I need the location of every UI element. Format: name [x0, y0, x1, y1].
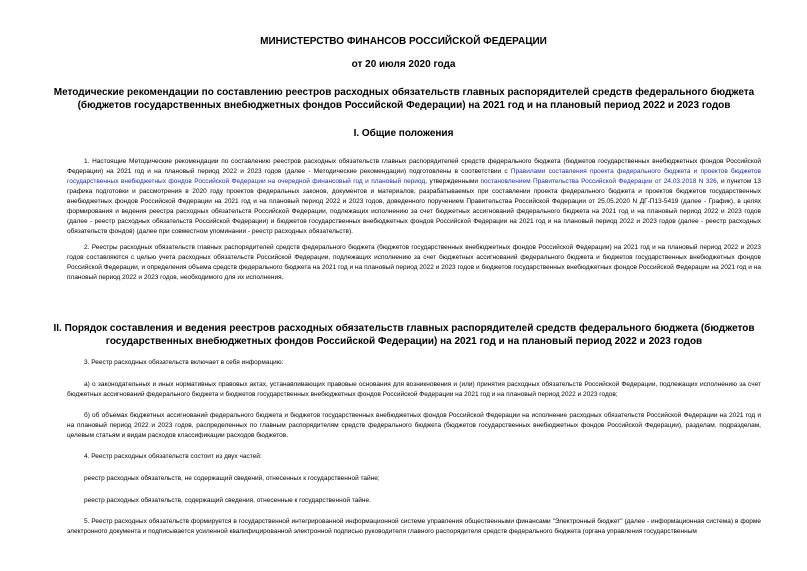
paragraph-1	[67, 157, 761, 237]
paragraph-2: 2. Реестры расходных обязательств главных распорядителей средств федерального бюджета (бюджетов государственных внебюджетных фондов Российской Федерации) на 2021 год и на плановый период 2022 и 2023 годов составляются с целью учета расходных обязательств Российской Федерации, подлежащих исполнению за счет бюджетных ассигнований федерального бюджета и бюджетов государственных внебюджетных фондов Российской Федерации, и определения объема средств федерального бюджета на 2021 год и на плановый период 2022 и 2023 годов и бюджетов государственных внебюджетных фондов Российской Федерации на 2021 год и на плановый период 2022 и 2023 годов, необходимого для их исполнения.	[67, 244, 761, 281]
paragraph-4: 4. Реестр расходных обязательств состоит из двух частей:	[84, 453, 262, 460]
paragraph-1-text-a: 1. Настоящие Методические рекомендации по составлению реестров расходных обязательств главных распорядителей средств федерального бюджета (бюджетов государственных внебюджетных фондов Российской Федерации) на 2021 год и на плановый период 2022 и 2023 годов (далее - Методические рекомендации) подготовлены в соответствии с	[67, 158, 761, 175]
document-date: от 20 июля 2020 года	[351, 59, 456, 70]
paragraph-3a: а) о законодательных и иных нормативных правовых актах, устанавливающих правовые основания для возникновения и (или) принятия расходных обязательств Российской Федерации, подлежащих исполнению за счет бюджетных ассигнований федерального бюджета и бюджетов государственных внебюджетных фондов Российской Федерации на 2021 год и на плановый период 2022 и 2023 годов;	[67, 381, 761, 398]
paragraph-1-text-b: , утвержденными	[425, 178, 481, 185]
document-title: Методические рекомендации по составлению реестров расходных обязательств главных распорядителей средств федерального бюджета (бюджетов государственных внебюджетных фондов Российской Федерации) на 2021 год и на плановый период 2022 и 2023 годов	[53, 87, 755, 111]
paragraph-1-text-c: , и пунктом 13 графика подготовки и рассмотрения в 2020 году проектов федеральных законов, документов и материалов, разрабатываемых при составлении проекта федерального бюджета и проектов бюджетов государственных внебюджетных фондов Российской Федерации на 2021 год и на плановый период 2022 и 2023 годов, доведенного поручением Правительства Российской Федерации от 25.05.2020 N ДГ-П13-5419 (далее - График), в целях формирования и ведения реестра расходных обязательств Российской Федерации, подлежащих исполнению за счет бюджетных ассигнований федерального бюджета на 2021 год и на плановый период 2022 и 2023 годов (далее - реестр расходных обязательств Российской Федерации) и бюджетов государственных внебюджетных фондов Российской Федерации на 2021 год и на плановый период 2022 и 2023 годов (далее - реестр расходных обязательств фондов) (далее при совместном упоминании - реестр расходных обязательств).	[67, 178, 761, 235]
resolution-link[interactable]: постановлением Правительства Российской Федерации от 24.03.2018 N 326	[480, 178, 717, 185]
ministry-heading: МИНИСТЕРСТВО ФИНАНСОВ РОССИЙСКОЙ ФЕДЕРАЦИИ	[260, 36, 547, 47]
section-1-heading: I. Общие положения	[353, 128, 454, 139]
paragraph-5: 5. Реестр расходных обязательств формируется в государственной интегрированной информационной системе управления общественными финансами "Электронный бюджет" (далее - информационная система) в форме электронного документа и подписывается усиленной квалифицированной электронной подписью руководителя главного распорядителя средств федерального бюджета (органа управления государственным	[67, 518, 761, 535]
rules-link[interactable]: Правилами составления проекта федерального бюджета и проектов бюджетов государственных внебюджетных фондов Российской Федерации на очередной финансовый год и плановый период	[67, 168, 761, 185]
paragraph-4b: реестр расходных обязательств, содержащий сведения, отнесенные к государственной тайне.	[84, 497, 371, 504]
paragraph-3b: б) об объемах бюджетных ассигнований федерального бюджета и бюджетов государственных внебюджетных фондов Российской Федерации на исполнение расходных обязательств Российской Федерации на 2021 год и на плановый период 2022 и 2023 годов, распределенных по главным распорядителям средств федерального бюджета (бюджетов государственных внебюджетных фондов Российской Федерации), разделам, подразделам, целевым статьям и видам расходов классификации расходов бюджетов.	[67, 412, 761, 439]
section-2-heading: II. Порядок составления и ведения реестров расходных обязательств главных распорядителей средств федерального бюджета (бюджетов государственных внебюджетных фондов Российской Федерации) на 2021 год и на плановый период 2022 и 2023 годов	[53, 323, 755, 347]
paragraph-3: 3. Реестр расходных обязательств включает в себя информацию:	[84, 359, 284, 366]
paragraph-4a: реестр расходных обязательств, не содержащий сведений, отнесенных к государственной тайне;	[84, 475, 380, 482]
